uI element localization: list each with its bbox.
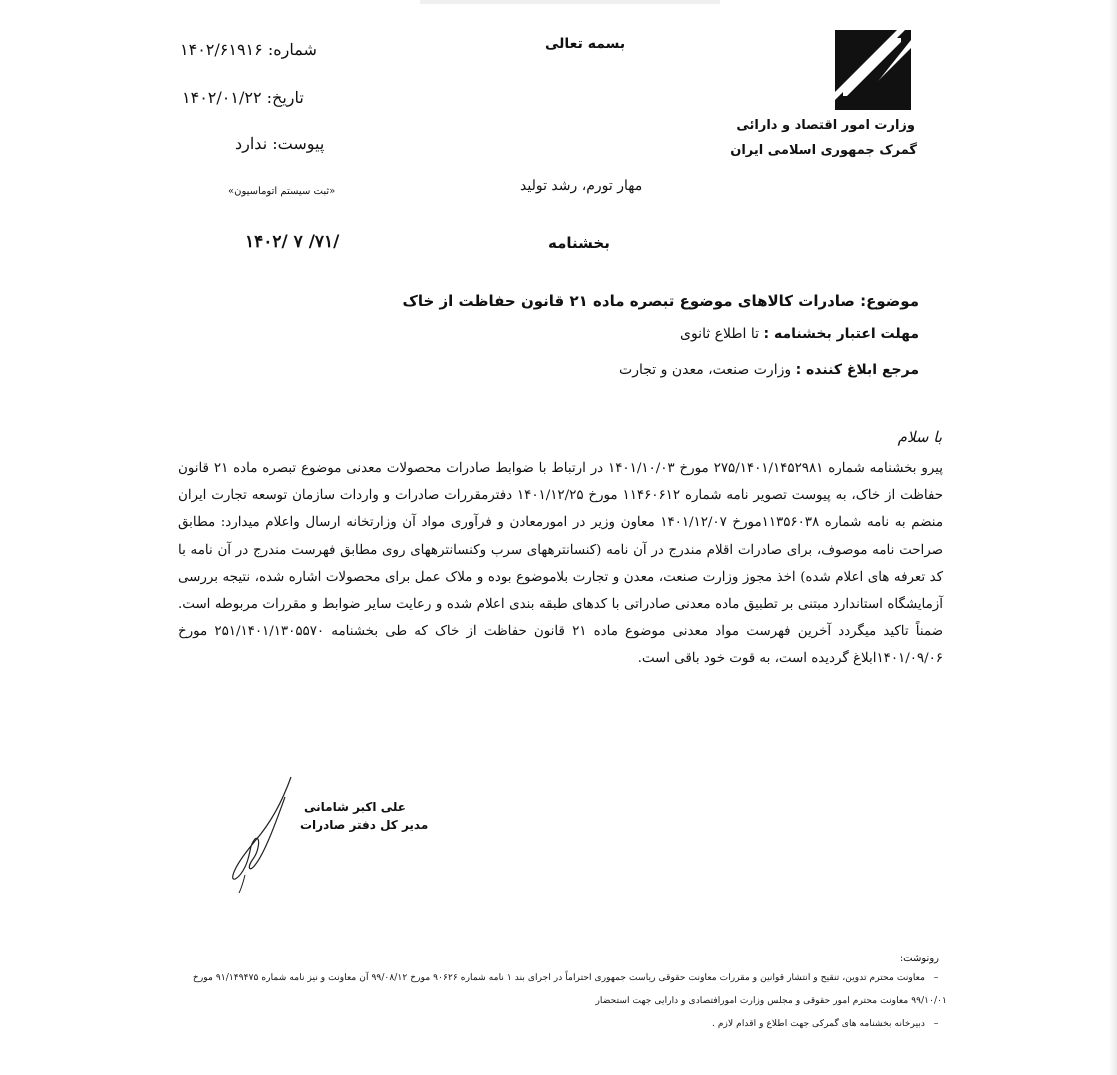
validity-label: مهلت اعتبار بخشنامه : <box>763 326 919 342</box>
attachment-value: ندارد <box>235 134 268 153</box>
letter-attachment <box>235 134 324 153</box>
handwritten-signature <box>225 775 295 895</box>
cc-item-text: دبیرخانه بخشنامه های گمرکی جهت اطلاع و اقدام لازم . <box>712 1018 925 1029</box>
customs-logo-icon <box>835 30 911 110</box>
document-type: بخشنامه <box>548 234 610 252</box>
list-dash: – <box>933 1018 939 1029</box>
cc-item-text: معاونت محترم تدوین، تنقیح و انتشار قوانین و مقررات معاونت حقوقی ریاست جمهوری احتراماً در اجرای بند ۱ نامه شماره ۹۰۶۲۶ مورخ ۹۹/۰۸/۱۲ آن معاونت و نیز نامه شماره ۹۱/۱۴۹۴۷۵ مورخ ۹۹/۱۰/۰۱ معاونت محترم امور حقوقی و مجلس وزارت امورافتصادی و دارایی جهت استحضار <box>192 972 947 1006</box>
letter-date-value: ۱۴۰۲/۰۱/۲۲ <box>182 88 262 107</box>
attachment-label: پیوست: <box>272 134 325 153</box>
subject-label: موضوع: <box>860 292 919 310</box>
year-slogan: مهار تورم، رشد تولید <box>520 178 643 194</box>
page-edge-shadow-right <box>1109 0 1117 1075</box>
signer-name: علی اکبر شامانی <box>304 800 406 814</box>
letter-body: پیرو بخشنامه شماره ۲۷۵/۱۴۰۱/۱۴۵۲۹۸۱ مورخ ۱۴۰۱/۱۰/۰۳ در ارتباط با ضوابط صادرات محصولات معدنی موضوع تبصره ماده ۲۱ قانون حفاظت از خاک، به پیوست تصویر نامه شماره ۱۱۴۶۰۶۱۲ مورخ ۱۴۰۱/۱۲/۲۵ دفترمقررات صادرات و واردات سازمان توسعه تجارت ایران منضم به نامه شماره ۱۱۳۵۶۰۳۸مورخ ۱۴۰۱/۱۲/۰۷ معاون وزیر در امورمعادن و فرآوری مواد آن وزارتخانه ارسال واعلام میدارد: مطابق صراحت نامه موصوف، برای صادرات اقلام مندرج در آن نامه (کنسانترههای سرب وکنسانترههای روی مطابق فهرست مندرج در آن نامه با کد تعرفه های اعلام شده) اخذ مجوز وزارت صنعت، معدن و تجارت بلاموضوع بوده و ملاک عمل برای محصولات اشاره شده، نتیجه بررسی آزمایشگاه استاندارد مبتنی بر تطبیق ماده معدنی صادراتی با کدهای طبقه بندی اعلام شده و رعایت سایر ضوابط و مقررات مربوطه است. ضمناً تاکید میگردد آخرین فهرست مواد معدنی موضوع ماده ۲۱ قانون حفاظت از خاک که طی بخشنامه ۲۵۱/۱۴۰۱/۱۳۰۵۵۷۰ مورخ ۱۴۰۱/۰۹/۰۶ابلاغ گردیده است، به قوت خود باقی است. <box>178 461 944 667</box>
ministry-name: وزارت امور اقتصاد و دارائی <box>736 118 915 133</box>
issuer-line <box>619 362 919 378</box>
cc-item <box>177 966 947 1012</box>
circular-reference-code: ۱۴۰۲/ ۷ /۷۱/ <box>245 232 340 252</box>
customs-name: گمرک جمهوری اسلامی ایران <box>730 143 917 158</box>
list-dash: – <box>933 972 939 983</box>
validity-value: تا اطلاع ثانوی <box>679 326 760 342</box>
basmala: بسمه تعالی <box>545 36 626 52</box>
subject-value: صادرات کالاهای موضوع تبصره ماده ۲۱ قانون حفاظت از خاک <box>402 292 855 310</box>
subject-line <box>402 292 919 310</box>
letter-number-value: ۱۴۰۲/۶۱۹۱۶ <box>180 40 263 59</box>
cc-title: رونوشت: <box>899 953 939 964</box>
page-edge-shadow <box>420 0 720 4</box>
greeting: با سلام <box>897 428 942 446</box>
validity-line <box>680 326 919 342</box>
issuer-label: مرجع ابلاغ کننده : <box>795 362 919 378</box>
cc-item <box>177 1012 947 1035</box>
signer-title: مدیر کل دفتر صادرات <box>300 818 429 832</box>
registration-note: «ثبت سیستم اتوماسیون» <box>228 186 336 197</box>
letter-number-label: شماره: <box>267 40 317 59</box>
issuer-value: وزارت صنعت، معدن و تجارت <box>619 362 792 378</box>
letter-date-label: تاریخ: <box>266 88 304 107</box>
letter-number <box>180 40 317 59</box>
letter-date <box>182 88 304 107</box>
